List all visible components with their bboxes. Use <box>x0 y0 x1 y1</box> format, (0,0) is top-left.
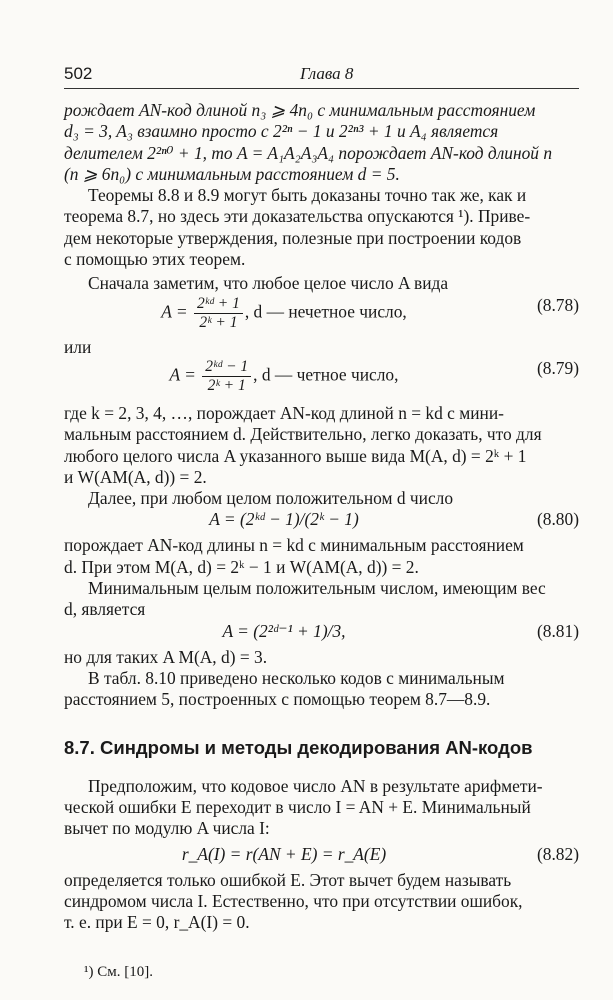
equation-8-80 <box>64 509 579 535</box>
paragraph-generates <box>64 535 579 578</box>
numerator: 2ᵏᵈ − 1 <box>202 358 251 377</box>
line: В табл. 8.10 приведено несколько кодов с минимальным <box>88 667 505 688</box>
line: вычет по модулю A числа I: <box>64 818 270 839</box>
line: дем некоторые утверждения, полезные при построении кодов <box>64 227 522 248</box>
paragraph-table-ref <box>64 668 579 711</box>
page-body <box>64 100 579 983</box>
line: мальным расстоянием d. Действительно, легко доказать, что для <box>64 424 542 445</box>
running-title: Глава 8 <box>300 64 354 83</box>
equation-label: (8.81) <box>536 620 579 641</box>
line: и W(AM(A, d)) = 2. <box>64 466 207 487</box>
line: где k = 2, 3, 4, …, порождает AN-код длиной n = kd с мини- <box>64 402 504 423</box>
numerator: 2ᵏᵈ + 1 <box>194 295 243 314</box>
paragraph-syndrome <box>64 870 579 934</box>
fraction <box>194 295 243 332</box>
paragraph-suppose <box>64 776 579 840</box>
equation-8-78 <box>64 295 579 337</box>
equation-label: (8.79) <box>536 357 579 378</box>
line: синдромом числа I. Естественно, что при отсутствии ошибок, <box>64 891 523 912</box>
paragraph-but: но для таких A M(A, d) = 3. <box>64 646 268 667</box>
paragraph-theorem-end <box>64 100 579 185</box>
line: d. При этом M(A, d) = 2ᵏ − 1 и W(AM(A, d)) = 2. <box>64 556 419 577</box>
equation-label: (8.78) <box>536 294 579 315</box>
equation-8-81 <box>64 621 579 647</box>
eq-rest: , d — четное число, <box>253 364 399 385</box>
line: d, является <box>64 599 146 620</box>
line: определяется только ошибкой E. Этот вычет будем называть <box>64 869 512 890</box>
paragraph-note: Сначала заметим, что любое целое число A вида <box>88 273 449 294</box>
line: теорема 8.7, но здесь эти доказательства опускаются ¹). Приве- <box>64 206 531 227</box>
line: с помощью этих теорем. <box>64 249 246 270</box>
or-word: или <box>64 336 92 357</box>
eq-lhs: A = <box>169 364 196 385</box>
paragraph-where-k <box>64 403 579 488</box>
line: Теоремы 8.8 и 8.9 могут быть доказаны точно так же, как и <box>88 185 527 206</box>
line: любого целого числа A указанного выше вида M(A, d) = 2ᵏ + 1 <box>64 445 527 466</box>
line: т. е. при E = 0, r_A(I) = 0. <box>64 912 250 933</box>
paragraph-theorems-proof <box>64 185 579 270</box>
line: расстоянием 5, построенных с помощью теорем 8.7—8.9. <box>64 689 491 710</box>
denominator: 2ᵏ + 1 <box>199 313 238 331</box>
fraction <box>202 358 251 395</box>
line: ческой ошибки E переходит в число I = AN + E. Минимальный <box>64 797 531 818</box>
line: рождает AN-код длиной n₃ ⩾ 4n₀ с минимальным расстоянием <box>64 100 536 120</box>
equation-8-82 <box>64 844 579 870</box>
page-number: 502 <box>64 64 93 83</box>
line: Предположим, что кодовое число AN в результате арифмети- <box>88 775 543 796</box>
eq-formula: r_A(I) = r(AN + E) = r_A(E) <box>181 843 387 864</box>
line: Минимальным целым положительным числом, имеющим вес <box>88 578 546 599</box>
eq-rest: , d — нечетное число, <box>244 301 407 322</box>
equation-8-79 <box>64 358 579 400</box>
line: делителем 2²ⁿ⁰ + 1, то A = A₁A₂A₃A₄ порождает AN-код длиной n <box>64 142 553 163</box>
section-heading: 8.7. Синдромы и методы декодирования AN-кодов <box>64 736 533 758</box>
paragraph-minimal <box>64 578 579 621</box>
denominator: 2ᵏ + 1 <box>207 376 246 394</box>
equation-label: (8.82) <box>536 843 579 864</box>
line: порождает AN-код длины n = kd с минимальным расстоянием <box>64 535 524 556</box>
footnote: ¹) См. [10]. <box>84 963 153 980</box>
page-header <box>64 64 579 86</box>
eq-lhs: A = <box>161 301 188 322</box>
line: d₃ = 3, A₃ взаимно просто с 2²ⁿ − 1 и 2²ⁿ³ + 1 и A₄ является <box>64 121 499 142</box>
eq-formula: A = (2²ᵈ⁻¹ + 1)/3, <box>222 620 346 641</box>
line: (n ⩾ 6n₀) с минимальным расстоянием d = 5. <box>64 163 400 184</box>
header-rule <box>64 88 579 89</box>
eq-formula: A = (2ᵏᵈ − 1)/(2ᵏ − 1) <box>209 509 359 530</box>
paragraph-further: Далее, при любом целом положительном d число <box>88 488 454 509</box>
equation-label: (8.80) <box>536 509 579 530</box>
